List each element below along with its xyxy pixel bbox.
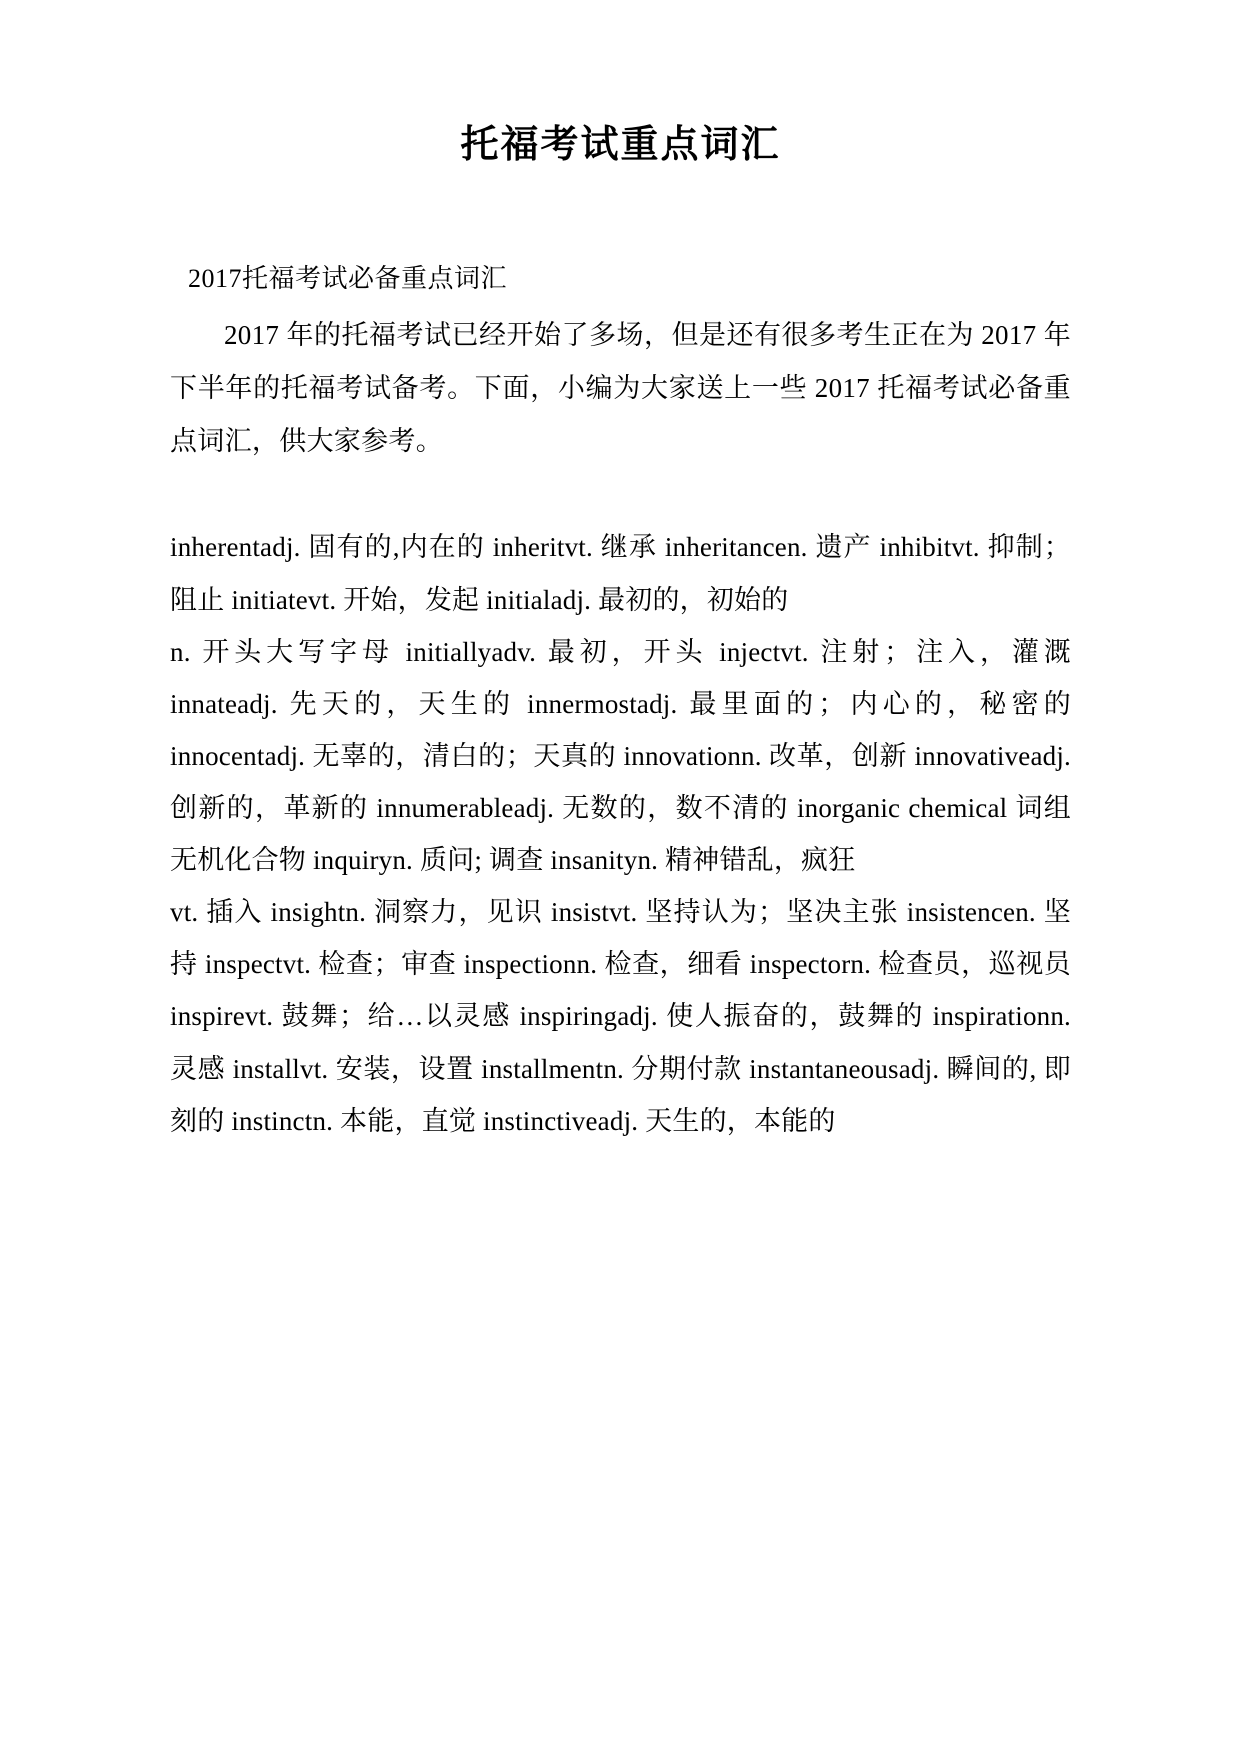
section-spacer <box>170 467 1071 521</box>
vocabulary-paragraph-2: n. 开头大写字母 initiallyadv. 最初，开头 injectvt. 注射；注入，灌溉 innateadj. 先天的，天生的 innermostadj. 最里面的；内心的，秘密的 innocentadj. 无辜的，清白的；天真的 innovationn. 改革，创新 innovativeadj. 创新的，革新的 innumerableadj. 无数的，数不清的 inorganic chemical 词组无机化合物 inquiryn. 质问; 调查 insanityn. 精神错乱，疯狂 <box>170 636 1071 876</box>
intro-paragraph: 2017 年的托福考试已经开始了多场，但是还有很多考生正在为 2017 年下半年的托福考试备考。下面，小编为大家送上一些 2017 托福考试必备重点词汇，供大家参考。 <box>170 320 1071 456</box>
vocabulary-paragraph-1: inherentadj. 固有的,内在的 inheritvt. 继承 inheritancen. 遗产 inhibitvt. 抑制；阻止 initiatevt. 开始，发起 initialadj. 最初的，初始的 <box>170 532 1071 615</box>
page-title: 托福考试重点词汇 <box>460 122 781 166</box>
document-subtitle: 2017托福考试必备重点词汇 <box>188 264 508 294</box>
vocabulary-paragraph-3: vt. 插入 insightn. 洞察力，见识 insistvt. 坚持认为；坚决主张 insistencen. 坚持 inspectvt. 检查；审查 inspectionn. 检查，细看 inspectorn. 检查员，巡视员 inspirevt. 鼓舞；给…以灵感 inspiringadj. 使人振奋的，鼓舞的 inspirationn. 灵感 installvt. 安装，设置 installmentn. 分期付款 instantaneousadj. 瞬间的, 即刻的 instinctn. 本能，直觉 instinctiveadj. 天生的，本能的 <box>170 897 1071 1136</box>
